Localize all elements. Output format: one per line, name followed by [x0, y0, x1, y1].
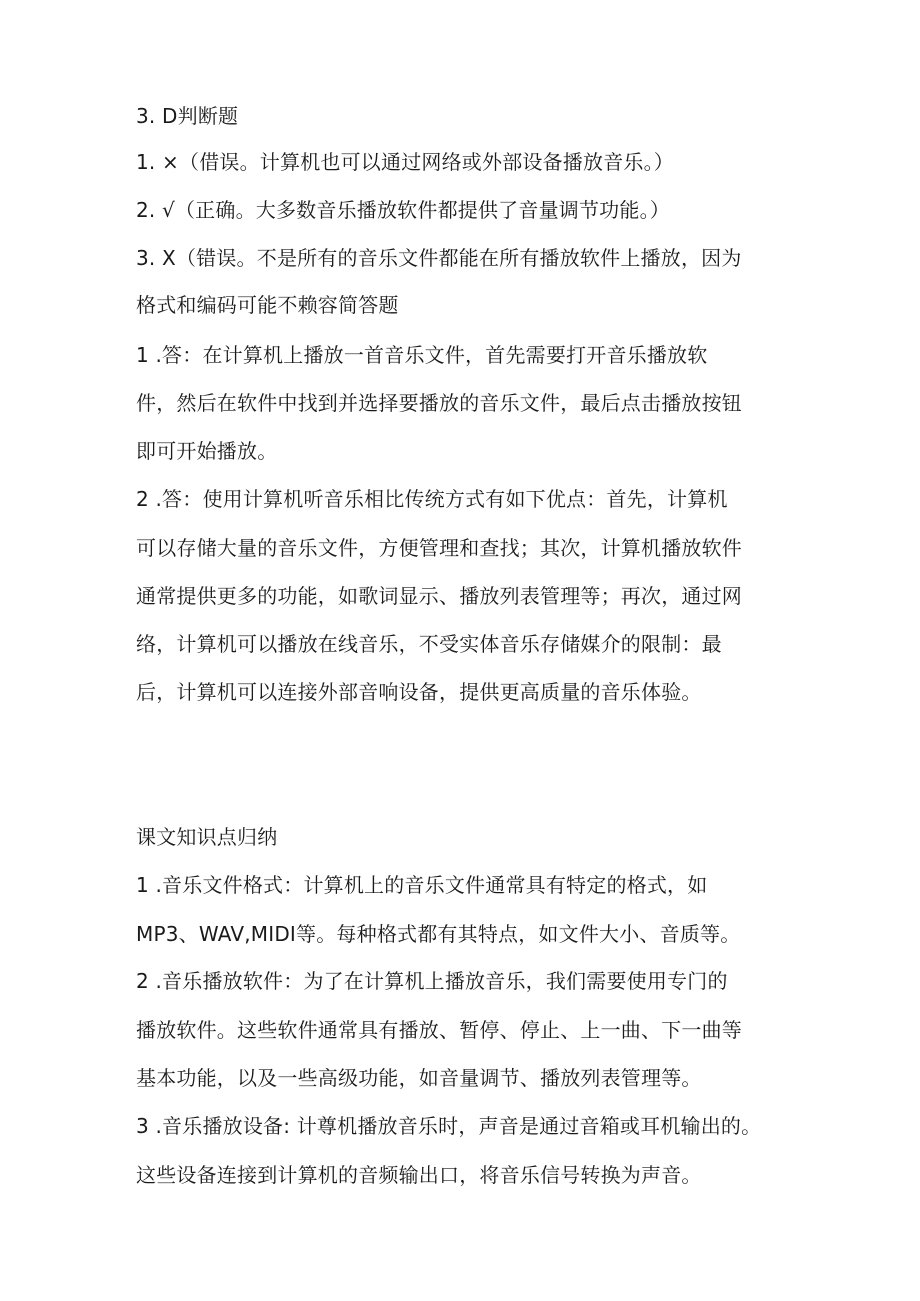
- summary-line: MP3、WAV,MIDI等。每种格式都有其特点，如文件大小、音质等。: [136, 922, 741, 946]
- summary-line: 播放软件。这些软件通常具有播放、暂停、停止、上一曲、下一曲等: [136, 1018, 742, 1042]
- answer-line: 件，然后在软件中找到并选择要播放的音乐文件，最后点击播放按钮: [136, 391, 742, 415]
- answer-line: 后，计算机可以连接外部音响设备，提供更高质量的音乐体验。: [136, 680, 702, 704]
- summary-line: 基本功能，以及一些高级功能，如音量调节、播放列表管理等。: [136, 1066, 702, 1090]
- summary-line: 2 .音乐播放软件：为了在计算机上播放音乐，我们需要使用专门的: [136, 969, 728, 993]
- answer-line: 通常提供更多的功能，如歌词显示、播放列表管理等；再次，通过网: [136, 584, 742, 608]
- section-heading-summary: 课文知识点归纳: [136, 825, 278, 849]
- answer-line: 3. X（错误。不是所有的音乐文件都能在所有播放软件上播放，因为: [136, 246, 742, 270]
- answer-line: 格式和编码可能不赖容简答题: [136, 293, 399, 317]
- answer-line: 络，计算机可以播放在线音乐，不受实体音乐存储媒介的限制：最: [136, 632, 722, 656]
- answer-line: 2. √（正确。大多数音乐播放软件都提供了音量调节功能。）: [136, 198, 670, 222]
- answer-line: 即可开始播放。: [136, 439, 278, 463]
- answer-line: 1 .答：在计算机上播放一首音乐文件，首先需要打开音乐播放软: [136, 343, 708, 367]
- answer-line: 2 .答：使用计算机听音乐相比传统方式有如下优点：首先，计算机: [136, 487, 728, 511]
- summary-line: 1 .音乐文件格式：计算机上的音乐文件通常具有特定的格式，如: [136, 873, 708, 897]
- summary-line: 这些设备连接到计算机的音频输出口，将音乐信号转换为声音。: [136, 1163, 702, 1187]
- section-heading-true-false: 3. D判断题: [136, 104, 239, 128]
- answer-line: 1. ×（借误。计算机也可以通过网络或外部设备播放音乐。）: [136, 150, 674, 174]
- summary-line: 3 .音乐播放设备: 计尊机播放音乐时，声音是通过音箱或耳机输出的。: [136, 1114, 762, 1138]
- answer-line: 可以存储大量的音乐文件，方便管理和查找；其次，计算机播放软件: [136, 536, 742, 560]
